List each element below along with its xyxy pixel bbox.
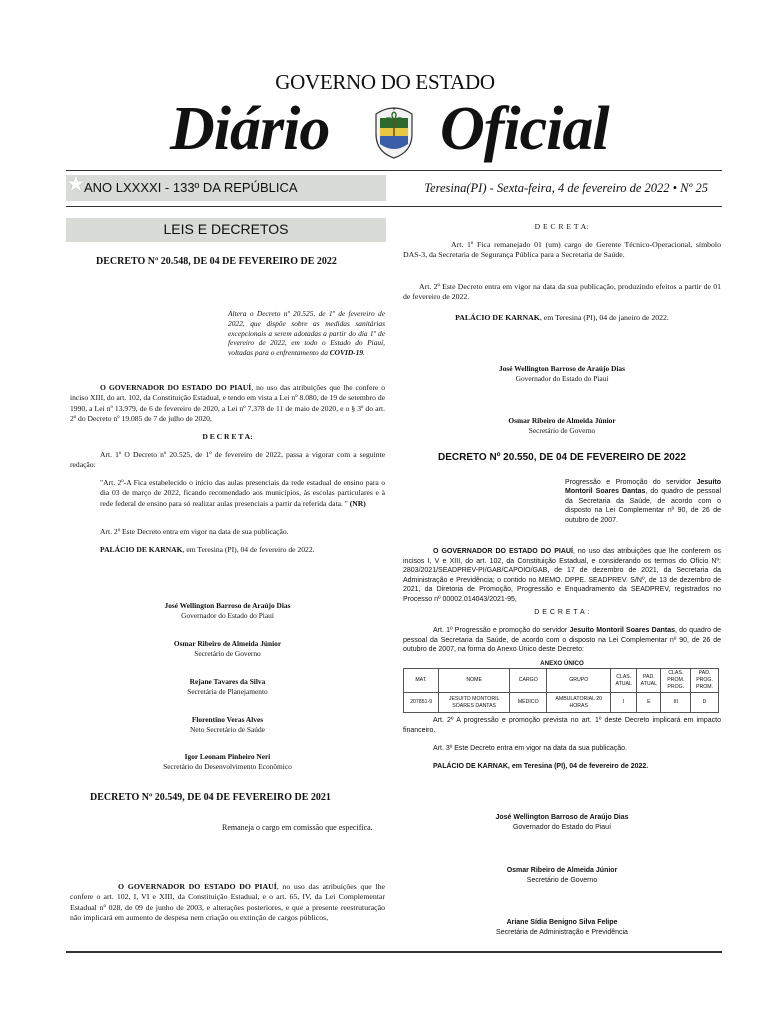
annex-cell: AMBULATORIAL 20 HORAS [547, 693, 611, 713]
header-rule [66, 170, 722, 171]
footer-rule [66, 951, 722, 953]
annex-header-cell: CLAS. PROM. PROG. [661, 669, 691, 693]
decree-20549-art2: Art. 2º Este Decreto entra em vigor na data da sua publicação, produzindo efeitos a partir de 01 de fevereiro de 2022. [403, 282, 721, 302]
signature-governor-right: José Wellington Barroso de Araújo Dias Governador do Estado do Piauí [499, 364, 625, 383]
decree-20550-preamble: O GOVERNADOR DO ESTADO DO PIAUÍ, no uso das atribuições que lhe conferem os incisos I, V e XIII, do art. 102, da Constituição Estadual, e considerando os termos do Ofício Nº: 2803/2021/SEADPREV-PI/GAB/CAPOIO/GAB, de 17 de dezembro de 2021, da Secretaria da Administração e Previdência; o contido no MEMO. DPPE. SEADPREV. S/Nº, de 13 de dezembro de 2021, da Diretoria de Promoção, Progressão e Enquadramento da SEADPREV, registrados no Processo nº 00002.014043/2021-95, [403, 548, 721, 603]
decree-20549-decreta: D E C R E T A: [534, 222, 590, 231]
svg-text:★: ★ [392, 106, 396, 111]
annex-header-cell: NOME [439, 669, 510, 693]
signature-economic-secretary: Igor Leonam Pinheiro Neri Secretário do Desenvolvimento Econômico [163, 752, 292, 771]
decree-20550-palacio: PALÁCIO DE KARNAK, em Teresina (PI), 04 de fevereiro de 2022. [433, 763, 649, 770]
decree-20549-preamble: O GOVERNADOR DO ESTADO DO PIAUÍ, no uso das atribuições que lhe confere o art. 102, I, VI e XIII, da Constituição Estadual, e o art. 65, IV, da Lei Complementar Estadual nº 028, de 09 de junho de 2003, e alterações posteriores, e que a presente reestruturação não implicará em aumento de despesa nem criação ou extinção de cargos públicos, [70, 882, 385, 923]
decree-20549-art1: Art. 1º Fica remanejado 01 (um) cargo de Gerente Técnico-Operacional, símbolo DAS-3, da Secretaria de Segurança Pública para a Secretaria de Saúde. [403, 240, 721, 260]
annex-cell: 207851-9 [404, 693, 439, 713]
annex-cell: III [661, 693, 691, 713]
annex-header-cell: PAD. PROG. PROM. [691, 669, 719, 693]
annex-cell: E [637, 693, 661, 713]
annex-header-row [404, 669, 719, 693]
decree-20550-art1: Art. 1º Progressão e promoção do servidor Jesuíto Montoril Soares Dantas, do quadro de pessoal da Secretaria da Saúde, de acordo com o disposto na Lei Complementar nº 90, de 26 de outubro de 2007, na forma do Anexo Único deste Decreto: [403, 627, 721, 654]
decree-20548-title: DECRETO Nº 20.548, DE 04 DE FEVEREIRO DE 2022 [96, 256, 337, 267]
state-coat-of-arms-icon [370, 100, 418, 160]
annex-cell: MÉDICO [510, 693, 547, 713]
decree-20549-palacio: PALÁCIO DE KARNAK, em Teresina (PI), 04 de janeiro de 2022. [455, 313, 669, 322]
edition-year: ANO LXXXXI - 133º DA REPÚBLICA [84, 180, 298, 195]
masthead-government: GOVERNO DO ESTADO [275, 70, 495, 94]
annex-table [403, 668, 719, 713]
annex-cell: D [691, 693, 719, 713]
decree-20550-decreta: D E C R E T A : [534, 609, 590, 616]
annex-header-cell: PAD. ATUAL [637, 669, 661, 693]
issue-date-number: Teresina(PI) - Sexta-feira, 4 de fevereiro de 2022 • Nº 25 [424, 181, 708, 195]
annex-header-cell: CLAS. ATUAL [611, 669, 637, 693]
annex-header-cell: CARGO [510, 669, 547, 693]
annex-header-cell: MAT. [404, 669, 439, 693]
star-icon: ★ [66, 172, 86, 197]
signature-government-secretary-2: Osmar Ribeiro de Almeida Júnior Secretário de Governo [506, 867, 618, 884]
table-row [404, 693, 719, 713]
decree-20549-ementa: Remaneja o cargo em comissão que especifica. [222, 823, 373, 832]
decree-20550-title: DECRETO Nº 20.550, DE 04 DE FEVEREIRO DE 2022 [437, 452, 686, 463]
decree-20548-preamble: O GOVERNADOR DO ESTADO DO PIAUÍ, no uso das atribuições que lhe confere o inciso XIII, do art. 102, da Constituição Estadual, e tendo em vista a Lei nº 8.080, de 19 de setembro de 1990, a Lei nº 13.979, de 6 de fevereiro de 2020, a Lei nº 7.378 de 11 de maio de 2020, e o § 3º do art. 2º do Decreto nº 19.085 de 7 de julho de 2020, [70, 383, 385, 424]
annex-cell: I [611, 693, 637, 713]
signature-government-secretary: Osmar Ribeiro de Almeida Júnior Secretário de Governo [173, 639, 282, 658]
decree-20548-art2: Art. 2º Este Decreto entra em vigor na data de sua publicação. [100, 527, 289, 536]
decree-20550-art3: Art. 3º Este Decreto entra em vigor na data da sua publicação. [433, 745, 627, 752]
masthead-title-left: Diário [170, 95, 330, 163]
decree-20550-art2: Art. 2º A progressão e promoção prevista no art. 1º deste Decreto implicará em impacto financeiro. [403, 717, 721, 734]
signature-planning-secretary: Rejane Tavares da Silva Secretária de Planejamento [187, 677, 268, 696]
decree-20548-decreta: D E C R E T A: [202, 432, 253, 441]
decree-20550-ementa: Progressão e Promoção do servidor Jesuíto Montoril Soares Dantas, do quadro de pessoal da Secretaria da Saúde, de acordo com o disposto na Lei Complementar nº 90, de 26 de outubro de 2007. [565, 479, 721, 524]
decree-20548-quote: "Art. 2º-A Fica estabelecido o início das aulas presenciais da rede estadual de ensino para o dia 03 de março de 2022, ficando recomendado aos municípios, às escolas particulares e à rede federal de ensino para só realizar aulas presenciais a partir da referida data. " (NR) [100, 478, 385, 508]
signature-government-secretary-right: Osmar Ribeiro de Almeida Júnior Secretário de Governo [508, 416, 616, 435]
signature-governor-2: José Wellington Barroso de Araújo Dias Governador do Estado do Piauí [495, 814, 629, 831]
banner-rule [66, 206, 722, 207]
section-title: LEIS E DECRETOS [163, 221, 289, 237]
signature-health-secretary: Florentino Veras Alves Neto Secretário de Saúde [190, 715, 265, 734]
annex-cell: JESUITO MONTORIL SOARES DANTAS [439, 693, 510, 713]
decree-20548-art1: Art. 1º O Decreto nº 20.525, de 1º de fevereiro de 2022, passa a vigorar com a seguinte redação: [70, 450, 385, 470]
decree-20549-title: DECRETO Nº 20.549, DE 04 DE FEVEREIRO DE 2021 [90, 792, 331, 803]
decree-20548-palacio: PALÁCIO DE KARNAK, em Teresina (PI), 04 de fevereiro de 2022. [100, 545, 315, 554]
decree-20548-ementa: Altera o Decreto nº 20.525, de 1º de fevereiro de 2022, que dispõe sobre as medidas sanitárias excepcionais a serem adotadas a partir do dia 1º de fevereiro de 2022, em todo o Estado do Piauí, voltadas para o enfrentamento da COVID-19. [228, 309, 385, 358]
masthead-title-right: Oficial [440, 95, 609, 163]
annex-header-cell: GRUPO [547, 669, 611, 693]
signature-administration-secretary: Ariane Sídia Benigno Silva Felipe Secretária de Administração e Previdência [496, 919, 628, 936]
signature-governor: José Wellington Barroso de Araújo Dias Governador do Estado do Piauí [164, 601, 291, 620]
annex-title: ANEXO ÚNICO [540, 660, 584, 667]
